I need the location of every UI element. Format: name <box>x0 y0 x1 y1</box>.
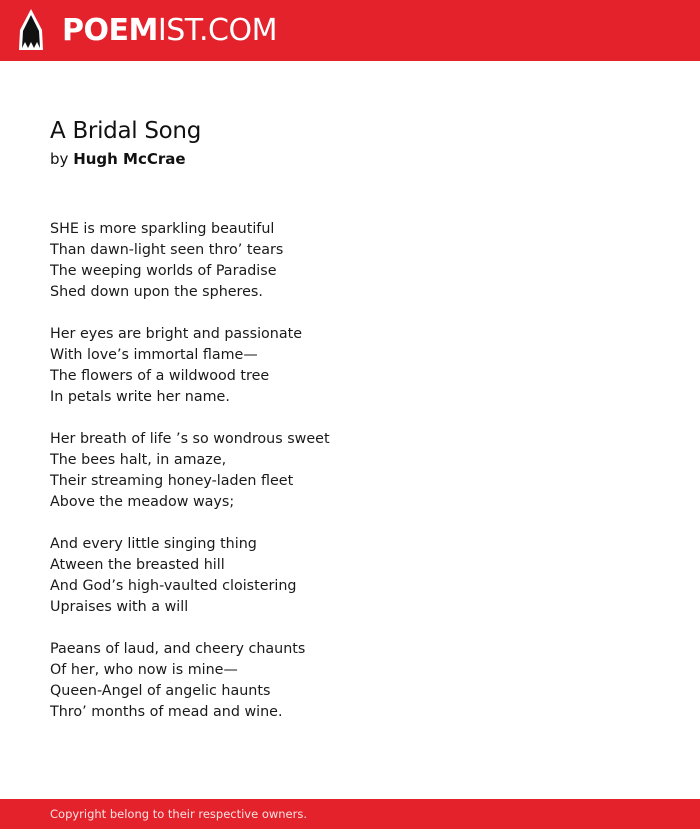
poem-line: SHE is more sparkling beautiful <box>50 221 275 237</box>
poem-line: The weeping worlds of Paradise <box>50 263 277 279</box>
poem-line: Above the meadow ways; <box>50 494 235 510</box>
poem-line: In petals write her name. <box>50 389 230 405</box>
logo-text-light: IST.COM <box>157 13 277 48</box>
poem-line: And God’s high-vaulted cloistering <box>50 578 297 594</box>
author-name: Hugh McCrae <box>73 150 186 168</box>
byline <box>50 148 186 170</box>
poem-line: Queen-Angel of angelic haunts <box>50 683 271 699</box>
poem-line: Atween the breasted hill <box>50 557 225 573</box>
poem-body <box>50 219 650 744</box>
poem-title: A Bridal Song <box>50 118 202 144</box>
poem-line: With love’s immortal flame— <box>50 347 258 363</box>
header-bar <box>0 0 700 61</box>
stanza <box>50 639 650 723</box>
stanza <box>50 429 650 513</box>
footer-bar <box>0 799 700 829</box>
poem-line: Shed down upon the spheres. <box>50 284 263 300</box>
logo-text-bold: POEM <box>62 13 158 48</box>
poem-line: The bees halt, in amaze, <box>50 452 227 468</box>
poem-line: Than dawn-light seen thro’ tears <box>50 242 284 258</box>
poem-line: Thro’ months of mead and wine. <box>50 704 283 720</box>
stanza <box>50 219 650 303</box>
poem-line: Her eyes are bright and passionate <box>50 326 303 342</box>
pencil-tip-icon <box>16 8 46 52</box>
poem-line: Upraises with a will <box>50 599 189 615</box>
poem-line: Her breath of life ’s so wondrous sweet <box>50 431 330 447</box>
poem-line: Paeans of laud, and cheery chaunts <box>50 641 306 657</box>
by-label: by <box>50 150 69 168</box>
stanza <box>50 324 650 408</box>
site-logo[interactable] <box>62 11 277 51</box>
poem-line: And every little singing thing <box>50 536 257 552</box>
poem-line: Of her, who now is mine— <box>50 662 238 678</box>
poem-line: Their streaming honey-laden fleet <box>50 473 294 489</box>
stanza <box>50 534 650 618</box>
copyright-notice: Copyright belong to their respective owners. <box>50 807 308 821</box>
poem-line: The flowers of a wildwood tree <box>50 368 270 384</box>
